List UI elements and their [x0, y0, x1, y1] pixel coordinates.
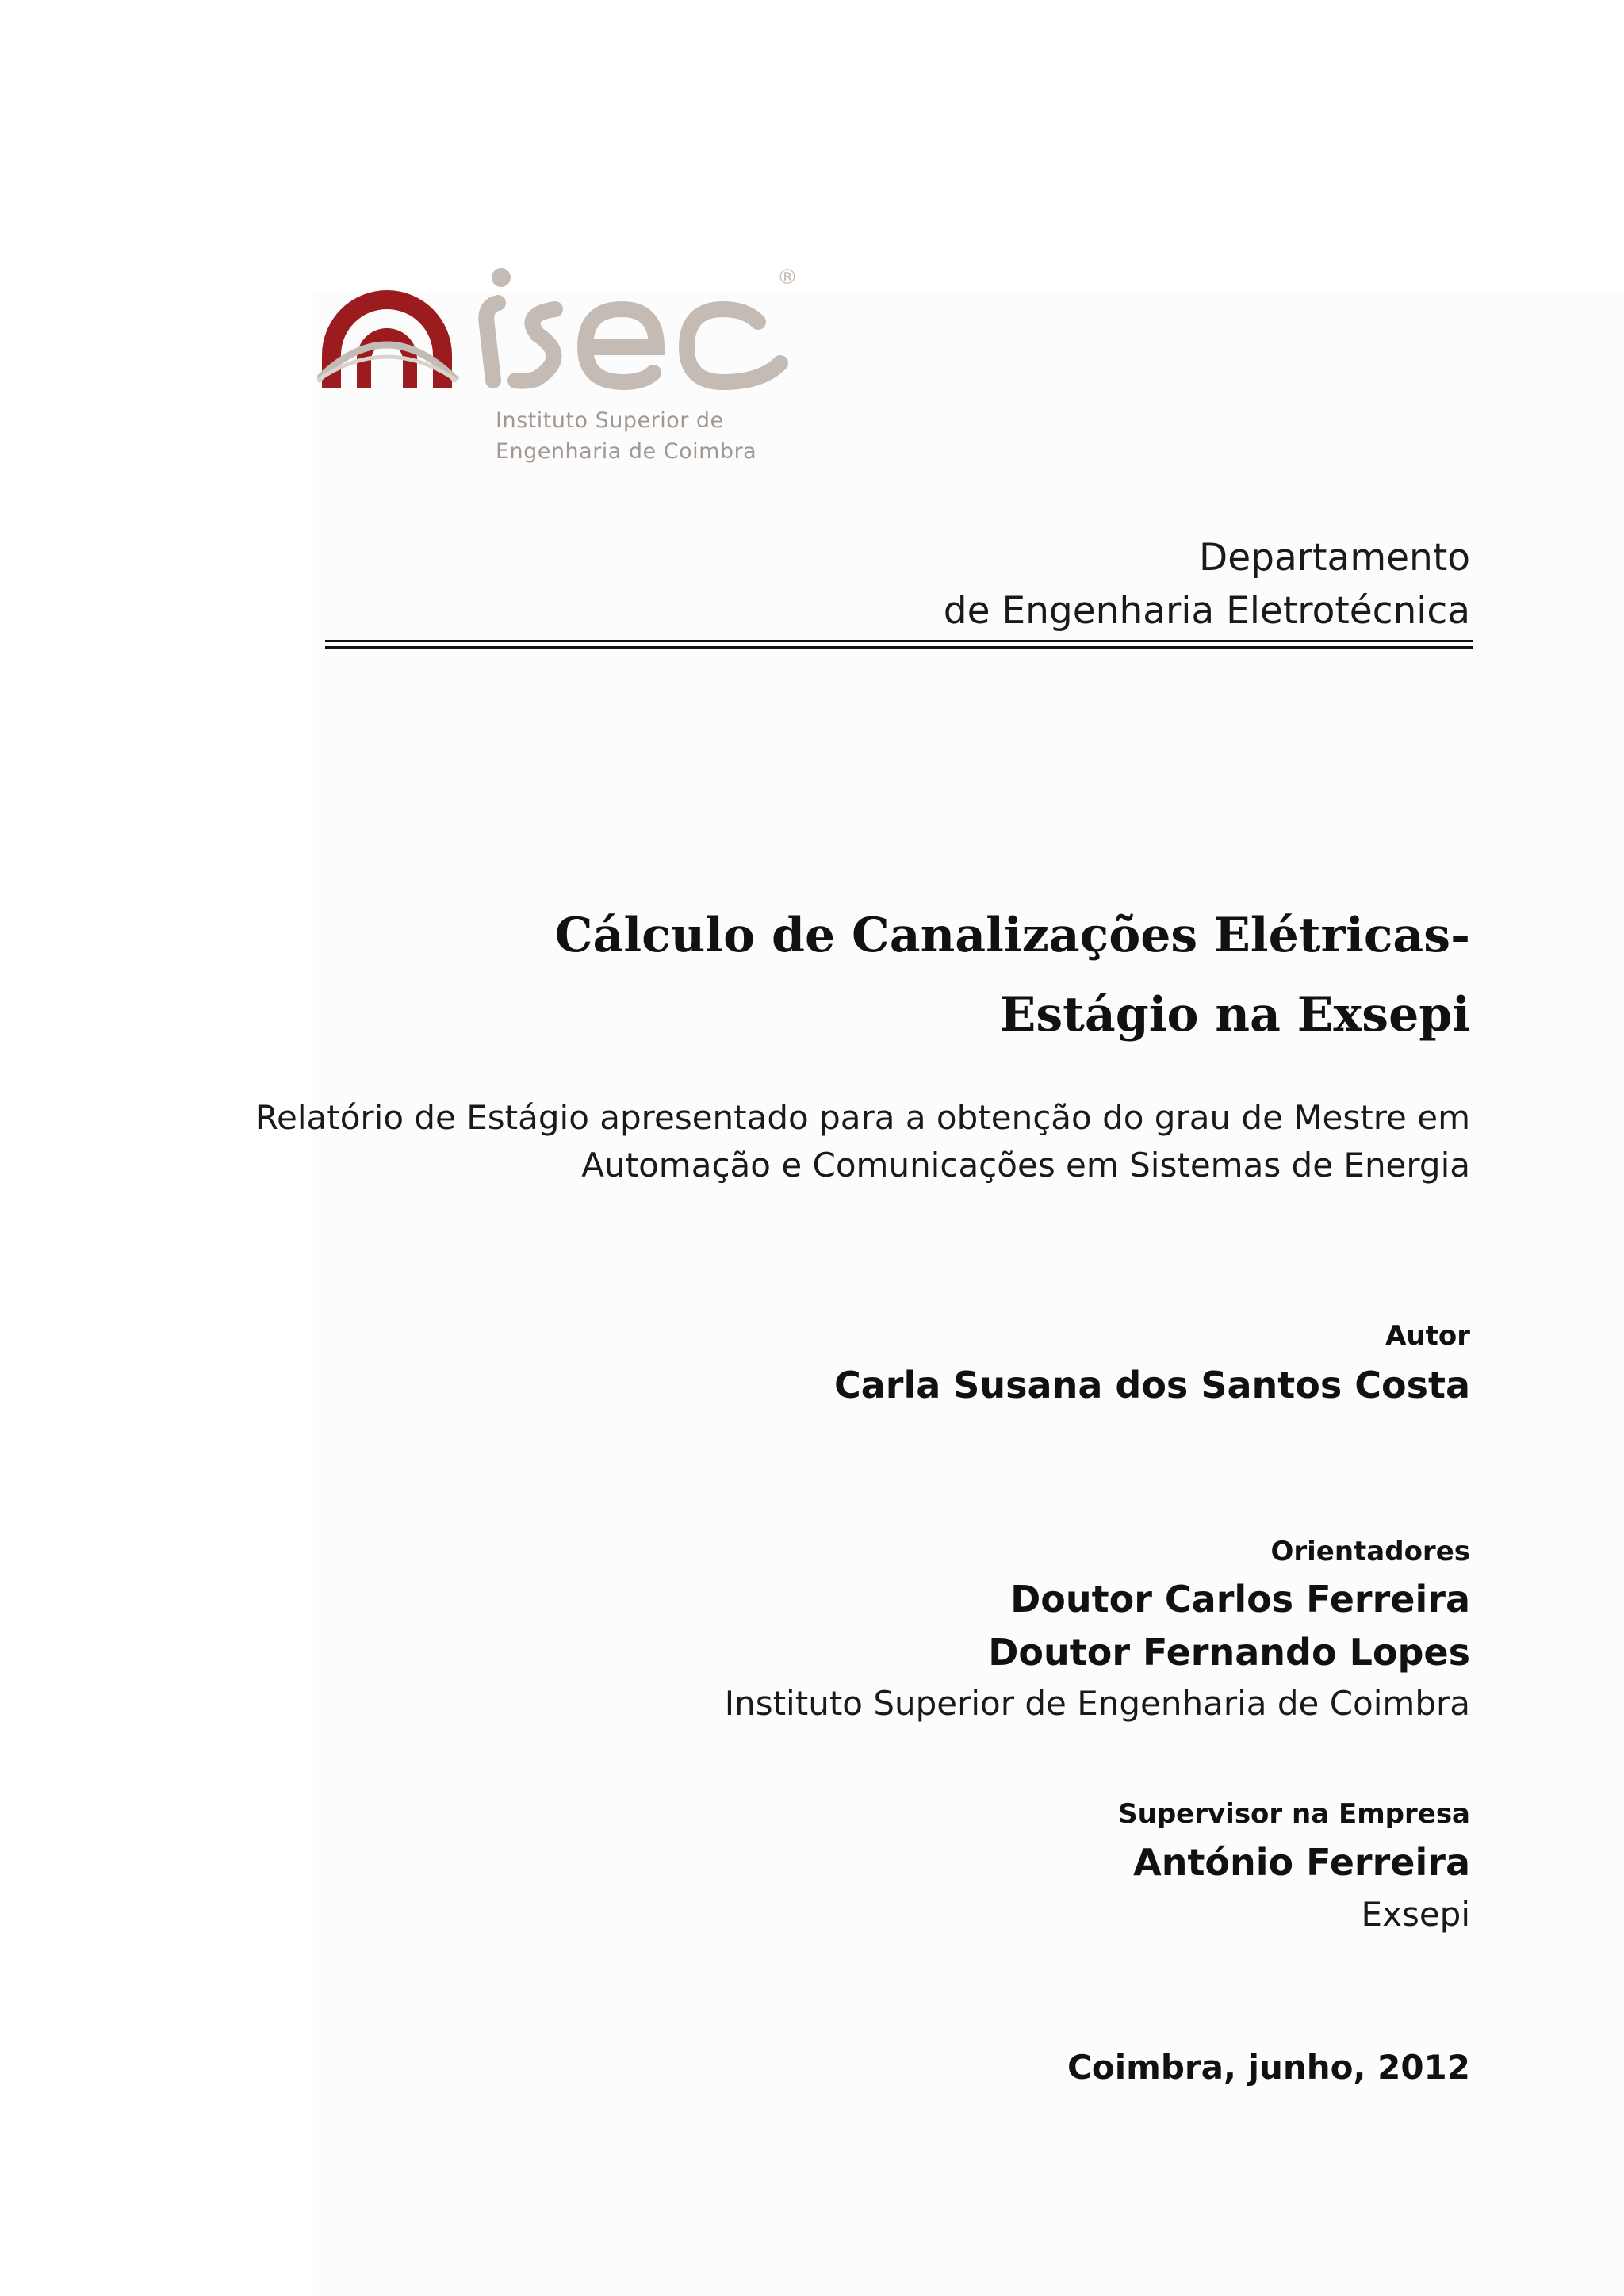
advisors-label: Orientadores — [1270, 1536, 1470, 1567]
author-name: Carla Susana dos Santos Costa — [833, 1364, 1470, 1406]
thesis-title — [555, 896, 1470, 1054]
place-date: Coimbra, junho, 2012 — [1067, 2048, 1470, 2087]
author-label: Autor — [1385, 1320, 1470, 1352]
supervisor-label: Supervisor na Empresa — [1118, 1798, 1470, 1830]
title-line2: Estágio na Exsepi — [999, 987, 1470, 1043]
subtitle-line2: Automação e Comunicações em Sistemas de Energia — [581, 1146, 1470, 1184]
arch-icon — [317, 290, 457, 388]
isec-wordmark — [486, 268, 780, 382]
divider-rule-top — [325, 640, 1473, 642]
logo-subtitle-line2: Engenharia de Coimbra — [496, 439, 757, 464]
title-line1: Cálculo de Canalizações Elétricas- — [554, 908, 1470, 963]
department-line2: de Engenharia Eletrotécnica — [943, 589, 1470, 633]
registered-mark: ® — [777, 266, 798, 289]
advisors-institution: Instituto Superior de Engenharia de Coimbra — [724, 1684, 1470, 1723]
advisor-name-1: Doutor Carlos Ferreira — [1010, 1578, 1470, 1621]
supervisor-name: António Ferreira — [1133, 1841, 1470, 1884]
supervisor-company: Exsepi — [1361, 1895, 1470, 1934]
isec-logo-mark — [317, 262, 809, 404]
logo-subtitle-line1: Instituto Superior de — [496, 408, 724, 433]
subtitle-line1: Relatório de Estágio apresentado para a obtenção do grau de Mestre em — [255, 1098, 1470, 1137]
department-line1: Departamento — [1199, 536, 1470, 580]
divider-rule-bottom — [325, 646, 1473, 649]
advisor-name-2: Doutor Fernando Lopes — [988, 1631, 1470, 1674]
thesis-subtitle — [255, 1094, 1470, 1189]
isec-logo — [317, 262, 809, 476]
department-heading — [944, 531, 1470, 637]
